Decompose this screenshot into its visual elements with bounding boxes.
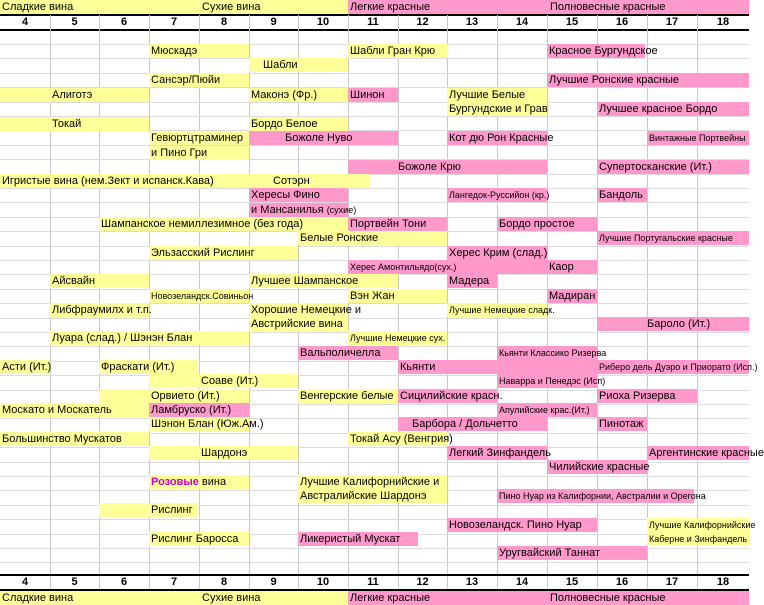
- wine-band: [348, 88, 398, 102]
- wine-label: Лучшие Калифорнийские: [649, 520, 756, 530]
- bottom-col-7: 7: [170, 576, 178, 588]
- wine-band: [348, 260, 547, 274]
- wine-band: [497, 546, 647, 560]
- top-col-4: 4: [21, 16, 29, 28]
- wine-label: Божоле Нуво: [285, 132, 353, 144]
- wine-band: [597, 360, 758, 374]
- wine-band: [597, 102, 749, 116]
- wine-band: [298, 489, 447, 503]
- top-col-7: 7: [170, 16, 178, 28]
- footer-label: Сухие вина: [202, 592, 261, 604]
- wine-band: [0, 360, 50, 374]
- wine-label: Шинон: [350, 89, 385, 101]
- wine-label: Пино Нуар из Калифорнии, Австралии и Орегона: [499, 491, 706, 501]
- header-label: Сладкие вина: [2, 1, 74, 13]
- wine-label: Херес Крим (слад.): [449, 247, 548, 259]
- wine-label: Сотэрн: [273, 175, 310, 187]
- wine-band: [597, 188, 647, 202]
- wine-label: Бандоль: [599, 189, 643, 201]
- wine-band: [547, 44, 658, 58]
- top-col-16: 16: [615, 16, 629, 28]
- wine-band: [547, 260, 597, 274]
- wine-label: Бароло (Ит.): [647, 318, 711, 330]
- grid-hline: [0, 447, 749, 448]
- wine-label: Соаве (Ит.): [201, 375, 259, 387]
- wine-label: Кот дю Рон Красные: [449, 132, 554, 144]
- bottom-col-17: 17: [665, 576, 679, 588]
- wine-label: Шабли: [263, 59, 298, 71]
- grid-hline: [0, 375, 749, 376]
- wine-band: [447, 274, 497, 288]
- footer-label: Сладкие вина: [2, 592, 74, 604]
- footer-full-reds: [548, 591, 749, 605]
- wine-band: [547, 73, 749, 87]
- wine-label: Рислинг Баросса: [151, 533, 239, 545]
- wine-band: [497, 346, 607, 360]
- wine-band: [298, 346, 398, 360]
- wine-band: [149, 475, 249, 489]
- wine-band: [149, 289, 254, 303]
- wine-label: Ликеристый Мускат: [300, 533, 401, 545]
- wine-band: [647, 532, 749, 546]
- grid-hline: [0, 246, 749, 247]
- wine-band: [0, 174, 249, 188]
- grid-hline: [0, 145, 749, 146]
- wine-band: [0, 117, 149, 131]
- wine-label: Каберне и Зинфандель: [649, 534, 748, 544]
- bottom-col-8: 8: [220, 576, 228, 588]
- wine-label: Мюскадэ: [151, 45, 198, 57]
- wine-label: Лучшие Ронские красные: [549, 74, 680, 86]
- wine-label: Пинотаж: [599, 418, 644, 430]
- wine-band: [398, 389, 503, 403]
- wine-band: [99, 217, 348, 231]
- top-col-6: 6: [120, 16, 128, 28]
- wine-band: [50, 331, 249, 345]
- wine-label: и Пино Гри: [151, 147, 208, 159]
- wine-band: [149, 532, 249, 546]
- wine-band: [497, 374, 606, 388]
- wine-band: [447, 246, 547, 260]
- wine-label: Шабли Гран Крю: [350, 45, 436, 57]
- wine-label: Шэнон Блан (Юж.Ам.): [151, 418, 264, 430]
- wine-band: [149, 446, 298, 460]
- wine-label: Шардонэ: [201, 447, 248, 459]
- wine-band: [149, 44, 249, 58]
- wine-label: Хересы Фино: [251, 189, 320, 201]
- footer-light-reds: [348, 591, 548, 605]
- wine-band: [249, 188, 348, 202]
- wine-label: Лучшие Немецкие сух.: [350, 333, 446, 343]
- wine-label: Венгерские белые: [300, 390, 394, 402]
- wine-band: [149, 417, 264, 431]
- wine-label: Супертосканские (Ит.): [599, 161, 712, 173]
- footer-dry-wines: [200, 591, 348, 605]
- wine-label: Австралийские Шардонэ: [300, 490, 427, 502]
- wine-label: Винтажные Портвейны: [649, 133, 746, 143]
- wine-band: [597, 417, 647, 431]
- wine-band: [149, 146, 249, 160]
- wine-label: Аргентинские красные: [649, 447, 764, 459]
- wine-band: [547, 289, 597, 303]
- wine-label: Эльзасский Рислинг: [151, 247, 255, 259]
- wine-band: [0, 403, 149, 417]
- top-col-8: 8: [220, 16, 228, 28]
- wine-label: Мадиран: [549, 290, 596, 302]
- wine-band: [99, 389, 249, 403]
- header-dry-wines: [200, 0, 348, 14]
- top-col-9: 9: [270, 16, 277, 28]
- wine-band: [298, 475, 447, 489]
- wine-band: [249, 203, 357, 217]
- wine-band: [50, 303, 152, 317]
- header-label: Полновесные красные: [550, 1, 666, 13]
- top-col-10: 10: [316, 16, 330, 28]
- bottom-col-14: 14: [515, 576, 529, 588]
- wine-band: [99, 360, 198, 374]
- wine-band: [497, 489, 706, 503]
- footer-sweet-wines: [0, 591, 200, 605]
- wine-label: Чилийские красные: [549, 461, 650, 473]
- wine-label: Токай Асу (Венгрия): [350, 433, 453, 445]
- bottom-col-9: 9: [270, 576, 277, 588]
- wine-band: [497, 217, 597, 231]
- wine-label: Кьянти Классико Ризерва: [499, 348, 607, 358]
- top-col-18: 18: [716, 16, 730, 28]
- top-col-11: 11: [367, 16, 379, 28]
- wine-band: [149, 246, 298, 260]
- wine-label: Лучшие Калифорнийские и: [300, 476, 440, 488]
- wine-band: [447, 102, 547, 116]
- grid-hline: [0, 519, 749, 520]
- wine-band: [497, 403, 597, 417]
- wine-label: Лангедок-Руссийон (кр.): [449, 190, 550, 200]
- bottom-col-11: 11: [367, 576, 379, 588]
- top-col-14: 14: [515, 16, 529, 28]
- wine-label: Лучшие Португальские красные: [599, 233, 733, 243]
- wine-label: Большинство Мускатов: [2, 433, 122, 445]
- wine-label: Мадера: [449, 275, 490, 287]
- wine-label: Апулийские крас.(Ит.): [499, 405, 590, 415]
- bottom-col-4: 4: [21, 576, 29, 588]
- wine-band: [50, 274, 149, 288]
- header-full-reds: [548, 0, 749, 14]
- wine-band: [348, 331, 447, 345]
- wine-band: [249, 88, 348, 102]
- bottom-col-12: 12: [416, 576, 429, 588]
- wine-band: [597, 160, 749, 174]
- wine-band: [149, 73, 249, 87]
- top-col-17: 17: [665, 16, 679, 28]
- wine-label: Новозеландск. Пино Нуар: [449, 519, 582, 531]
- wine-label: и Мансанилья: [251, 204, 324, 216]
- wine-label: Вальполичелла: [300, 347, 381, 359]
- wine-label: Шампанское немиллезимное (без года): [101, 218, 304, 230]
- wine-band: [249, 174, 369, 188]
- wine-band: [647, 518, 756, 532]
- wine-label: Белые Ронские: [300, 232, 379, 244]
- wine-band: [348, 289, 447, 303]
- wine-label: Токай: [52, 118, 82, 130]
- wine-label: Уругвайский Таннат: [499, 547, 601, 559]
- wine-label: Гевюртцтраминер: [151, 132, 243, 144]
- wine-band: [149, 374, 298, 388]
- wine-label: Рислинг: [151, 504, 193, 516]
- top-col-13: 13: [465, 16, 479, 28]
- wine-label: Красное Бургундское: [549, 45, 658, 57]
- wine-label: Лучшее Шампанское: [251, 275, 359, 287]
- wine-band: [398, 417, 547, 431]
- wine-label: Каор: [549, 261, 574, 273]
- bottom-col-6: 6: [120, 576, 128, 588]
- wine-label: Игристые вина (нем.Зект и испанск.Кава): [2, 175, 214, 187]
- wine-label: Легкий Зинфандель: [449, 447, 551, 459]
- wine-label: Риберо дель Дуэро и Приорато (Исп.): [599, 362, 758, 372]
- wine-band: [348, 432, 453, 446]
- header-label: Легкие красные: [350, 1, 431, 13]
- wine-label: Розовые: [151, 476, 199, 488]
- footer-label: Легкие красные: [350, 592, 431, 604]
- wine-band: [0, 432, 149, 446]
- wine-label: Риоха Ризерва: [599, 390, 676, 402]
- wine-label: Фраскати (Ит.): [101, 361, 175, 373]
- wine-band: [249, 58, 348, 72]
- wine-band: [447, 188, 550, 202]
- wine-label: Сицилийские красн.: [400, 390, 503, 402]
- wine-label: Либфраумилх и т.п.: [52, 304, 152, 316]
- footer-label: Полновесные красные: [550, 592, 666, 604]
- wine-band: [597, 389, 697, 403]
- wine-label: Сансэр/Пюйи: [151, 74, 221, 86]
- wine-band: [647, 446, 764, 460]
- header-light-reds: [348, 0, 548, 14]
- wine-band: [298, 389, 398, 403]
- wine-band: [0, 88, 149, 102]
- wine-band: [249, 317, 348, 331]
- wine-label: Алиготэ: [52, 89, 93, 101]
- bottom-col-10: 10: [316, 576, 330, 588]
- wine-band: [597, 231, 749, 245]
- wine-label: Бургундские и Грав: [449, 103, 548, 115]
- wine-label: Вэн Жан: [350, 290, 395, 302]
- wine-band: [149, 131, 249, 145]
- wine-band: [99, 503, 198, 517]
- wine-label: Маконэ (Фр.): [251, 89, 318, 101]
- wine-band: [348, 160, 547, 174]
- wine-band: [348, 217, 447, 231]
- wine-band: [298, 231, 447, 245]
- wine-label: Асти (Ит.): [2, 361, 52, 373]
- wine-label: Кьянти: [400, 361, 436, 373]
- wine-band: [447, 518, 597, 532]
- wine-band: [447, 303, 555, 317]
- wine-band: [249, 117, 348, 131]
- wine-band: [447, 446, 551, 460]
- wine-label: Орвието (Ит.): [151, 390, 220, 402]
- wine-band: [249, 303, 362, 317]
- wine-label: Наварра и Пенедэс (Исп): [499, 376, 606, 386]
- wine-band: [547, 460, 650, 474]
- grid-hline: [0, 202, 749, 203]
- wine-label: Австрийские вина: [251, 318, 343, 330]
- grid-hline: [0, 562, 749, 563]
- wine-label: Портвейн Тони: [350, 218, 427, 230]
- wine-note: (сухие): [326, 205, 357, 215]
- wine-band: [249, 131, 398, 145]
- grid-hline: [0, 58, 749, 59]
- wine-label: Луара (слад.) / Шэнэн Блан: [52, 332, 193, 344]
- wine-band: [149, 403, 249, 417]
- wine-band: [647, 131, 749, 145]
- wine-band: [249, 274, 398, 288]
- top-col-12: 12: [416, 16, 429, 28]
- wine-band: [348, 44, 448, 58]
- bottom-col-13: 13: [465, 576, 479, 588]
- wine-label: Херес Амонтильядо(сух.): [350, 262, 457, 272]
- wine-band: [597, 317, 749, 331]
- top-col-5: 5: [71, 16, 78, 28]
- bottom-col-5: 5: [71, 576, 78, 588]
- bottom-col-18: 18: [716, 576, 730, 588]
- wine-band: [398, 360, 597, 374]
- wine-band: [447, 131, 554, 145]
- wine-label: Барбора / Дольчетто: [412, 418, 518, 430]
- bottom-col-15: 15: [565, 576, 579, 588]
- wine-label: Айсвайн: [52, 275, 96, 287]
- wine-label: Москато и Москатель: [2, 404, 112, 416]
- wine-band: [298, 532, 418, 546]
- wine-label: Хорошие Немецкие и: [251, 304, 362, 316]
- wine-label: Лучшее красное Бордо: [599, 103, 718, 115]
- wine-label: Бордо Белое: [251, 118, 318, 130]
- wine-label: Божоле Крю: [398, 161, 461, 173]
- wine-label: Лучшие Немецкие сладк.: [449, 305, 555, 315]
- wine-label: Новозеландск.Совиньон: [151, 291, 254, 301]
- wine-label: Ламбруско (Ит.): [151, 404, 232, 416]
- header-label: Сухие вина: [202, 1, 261, 13]
- wine-label: Бордо простое: [499, 218, 575, 230]
- wine-label: Лучшие Белые: [449, 89, 526, 101]
- wine-band: [447, 88, 547, 102]
- top-col-15: 15: [565, 16, 579, 28]
- wine-label: вина: [201, 476, 227, 488]
- bottom-col-16: 16: [615, 576, 629, 588]
